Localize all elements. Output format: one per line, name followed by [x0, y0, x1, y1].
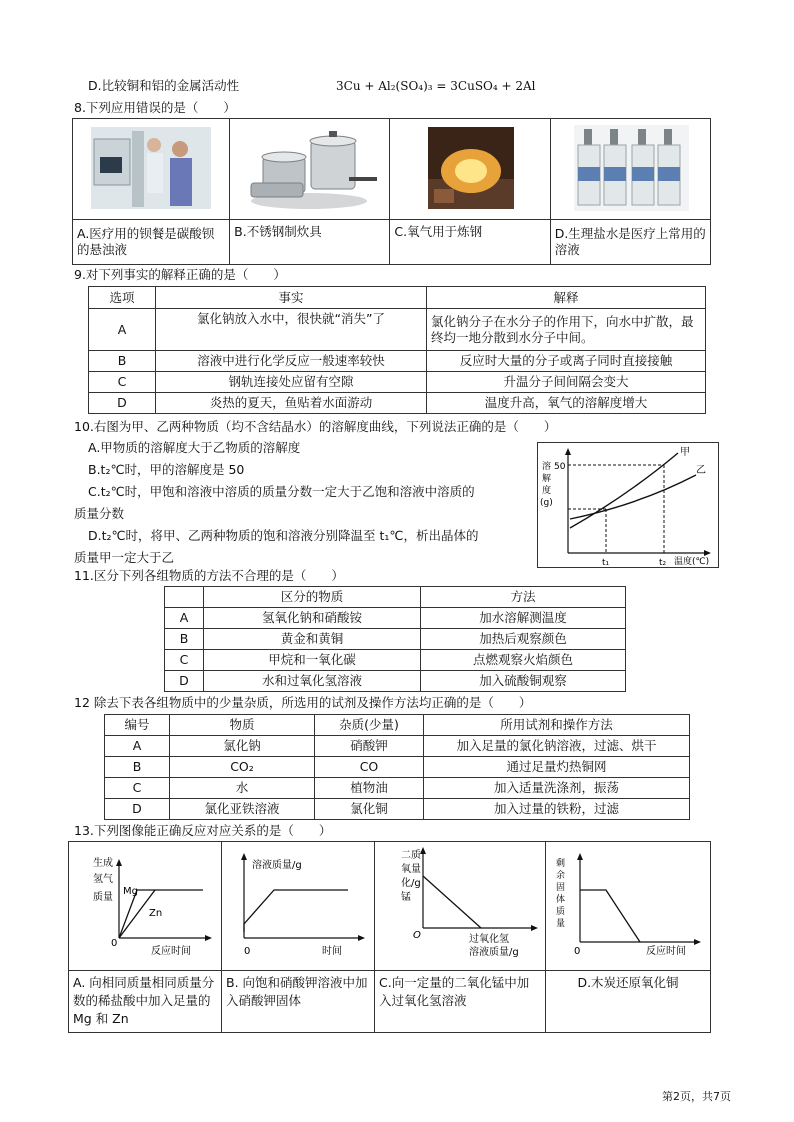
q9-table [88, 286, 706, 414]
q13-caption-b: B. 向饱和硝酸钾溶液中加入硝酸钾固体 [222, 971, 375, 1033]
q11-row-b-label: B [165, 629, 204, 650]
q12-row-b-substance: CO₂ [170, 757, 315, 778]
q10-option-a: A.甲物质的溶解度大于乙物质的溶解度 [88, 440, 301, 455]
graph-c-xlabel-1: 过氧化氢 [469, 934, 509, 945]
graph-d-origin: 0 [574, 946, 581, 957]
q9-row-a-explanation: 氯化钠分子在水分子的作用下，向水中扩散，最终均一地分散到水分子中间。 [427, 309, 706, 351]
q9-row-c-explanation: 升温分子间间隔会变大 [427, 372, 706, 393]
q11-row-d-label: D [165, 671, 204, 692]
x-axis-label: 温度(℃) [674, 557, 710, 567]
steelmaking-image [394, 119, 547, 215]
q11-header-blank [165, 587, 204, 608]
graph-a-ylabel-1: 生成 [93, 858, 113, 869]
q13-graph-b-cell [222, 842, 375, 971]
y-label-3: 度 [542, 486, 552, 496]
q12-row-a-impurity: 硝酸钾 [315, 736, 424, 757]
q9-row-a-fact: 氯化钠放入水中，很快就“消失”了 [156, 309, 427, 351]
q13-graph-d [548, 842, 708, 966]
q11-row-d-method: 加入硫酸铜观察 [421, 671, 626, 692]
y-label-4: (g) [540, 498, 553, 508]
q12-row-a-method: 加入足量的氯化钠溶液，过滤、烘干 [424, 736, 690, 757]
q10-option-d-line2: 质量甲一定大于乙 [74, 550, 175, 565]
q12-row-d-method: 加入过量的铁粉，过滤 [424, 799, 690, 820]
q10-stem: 10.右图为甲、乙两种物质（均不含结晶水）的溶解度曲线，下列说法正确的是（ ） [74, 419, 557, 434]
q12-row-b-method: 通过足量灼热铜网 [424, 757, 690, 778]
q9-stem: 9.对下列事实的解释正确的是（ ） [74, 267, 286, 282]
q7-option-d-equation: 3Cu + Al₂(SO₄)₃ = 3CuSO₄ + 2Al [336, 79, 536, 93]
q10-solubility-graph [537, 442, 719, 568]
q13-graph-a [69, 842, 221, 966]
q10-option-c-line1: C.t₂℃时，甲饱和溶液中溶质的质量分数一定大于乙饱和溶液中溶质的 [88, 484, 475, 499]
q13-stem: 13.下列图像能正确反应对应关系的是（ ） [74, 823, 332, 838]
q13-table [68, 841, 711, 1033]
graph-d-ylabel-6: 量 [556, 919, 566, 929]
page-footer: 第2页，共7页 [662, 1090, 731, 1103]
curve-yi-label: 乙 [696, 465, 706, 476]
q12-row-c-substance: 水 [170, 778, 315, 799]
y-axis-arrow [565, 448, 571, 455]
q8-image-d [550, 119, 710, 220]
hospital-xray-image [76, 119, 226, 215]
q11-row-a-method: 加水溶解测温度 [421, 608, 626, 629]
q11-row-b-substances: 黄金和黄铜 [204, 629, 421, 650]
q8-table [72, 118, 711, 265]
q10-option-d-line1: D.t₂℃时，将甲、乙两种物质的饱和溶液分别降温至 t₁℃，析出晶体的 [88, 528, 479, 543]
q8-image-a [73, 119, 230, 220]
q9-header-explanation: 解释 [427, 287, 706, 309]
saline-bottles-image [554, 119, 707, 215]
q9-row-b-explanation: 反应时大量的分子或离子同时直接接触 [427, 351, 706, 372]
q13-graph-b [222, 842, 374, 966]
q12-row-b-label: B [105, 757, 170, 778]
x-tick-t2: t₂ [659, 558, 667, 567]
q9-row-b-fact: 溶液中进行化学反应一般速率较快 [156, 351, 427, 372]
q13-caption-a: A. 向相同质量相同质量分数的稀盐酸中加入足量的 Mg 和 Zn [69, 971, 222, 1033]
graph-a-ylabel-3: 质量 [93, 892, 113, 903]
q9-row-c-fact: 钢轨连接处应留有空隙 [156, 372, 427, 393]
q11-row-c-method: 点燃观察火焰颜色 [421, 650, 626, 671]
q8-caption-b: B.不锈钢制炊具 [230, 220, 390, 265]
q12-row-d-label: D [105, 799, 170, 820]
q13-graph-a-cell [69, 842, 222, 971]
q11-row-c-substances: 甲烷和一氧化碳 [204, 650, 421, 671]
q9-row-a-label: A [89, 309, 156, 351]
graph-c-ylabel-3: 化/g [401, 878, 421, 889]
q12-row-d-impurity: 氯化铜 [315, 799, 424, 820]
q10-option-c-line2: 质量分数 [74, 506, 125, 521]
line-solution-mass [244, 890, 348, 932]
q11-table [164, 586, 626, 692]
line-remaining-solid [580, 890, 640, 942]
q7-option-d: D.比较铜和铝的金属活动性 [88, 78, 240, 93]
y-tick-50: 50 [554, 462, 566, 472]
graph-b-ylabel: 溶液质量/g [252, 860, 302, 871]
q12-table [104, 714, 690, 820]
graph-a-zn-label: Zn [149, 908, 163, 919]
curve-yi [570, 475, 696, 519]
q11-row-b-method: 加热后观察颜色 [421, 629, 626, 650]
q12-row-c-impurity: 植物油 [315, 778, 424, 799]
cookware-image [233, 119, 386, 215]
y-label-2: 解 [542, 474, 552, 484]
graph-a-origin: 0 [111, 938, 118, 949]
q8-caption-a: A.医疗用的钡餐是碳酸钡的悬浊液 [73, 220, 230, 265]
q8-caption-c: C.氧气用于炼钢 [390, 220, 550, 265]
graph-a-xlabel: 反应时间 [151, 946, 191, 957]
q11-header-substances: 区分的物质 [204, 587, 421, 608]
q12-row-a-substance: 氯化钠 [170, 736, 315, 757]
graph-d-ylabel-4: 体 [556, 895, 566, 905]
q10-option-b: B.t₂℃时，甲的溶解度是 50 [88, 462, 245, 477]
q11-row-d-substances: 水和过氧化氢溶液 [204, 671, 421, 692]
line-mg [119, 890, 137, 938]
q11-row-a-substances: 氢氧化钠和硝酸铵 [204, 608, 421, 629]
graph-d-xlabel: 反应时间 [646, 946, 686, 957]
graph-c-ylabel-4: 锰 [401, 892, 411, 903]
line-mno2 [423, 876, 481, 928]
q12-header-substance: 物质 [170, 715, 315, 736]
graph-d-ylabel-3: 固 [556, 883, 566, 893]
graph-b-xlabel: 时间 [322, 946, 342, 957]
q12-row-a-label: A [105, 736, 170, 757]
q9-row-b-label: B [89, 351, 156, 372]
graph-a-mg-label: Mg [123, 886, 138, 897]
q9-header-option: 选项 [89, 287, 156, 309]
q9-header-fact: 事实 [156, 287, 427, 309]
q13-graph-c-cell [375, 842, 546, 971]
y-label-1: 溶 [542, 462, 552, 472]
graph-c-origin: O [413, 930, 421, 941]
q8-image-c [390, 119, 550, 220]
q13-caption-d: D.木炭还原氧化铜 [546, 971, 711, 1033]
q12-row-c-label: C [105, 778, 170, 799]
q12-header-id: 编号 [105, 715, 170, 736]
q12-header-impurity: 杂质(少量) [315, 715, 424, 736]
q8-image-b [230, 119, 390, 220]
graph-d-ylabel-2: 余 [556, 871, 566, 881]
q9-row-d-fact: 炎热的夏天，鱼贴着水面游动 [156, 393, 427, 414]
q11-row-c-label: C [165, 650, 204, 671]
q11-row-a-label: A [165, 608, 204, 629]
q12-row-c-method: 加入适量洗涤剂，振荡 [424, 778, 690, 799]
x-tick-t1: t₁ [602, 558, 610, 567]
q13-graph-c [375, 842, 545, 966]
q12-row-d-substance: 氯化亚铁溶液 [170, 799, 315, 820]
q9-row-d-explanation: 温度升高，氧气的溶解度增大 [427, 393, 706, 414]
graph-d-ylabel-1: 剩 [556, 859, 566, 869]
solubility-curve-svg [538, 443, 718, 567]
q12-stem: 12 除去下表各组物质中的少量杂质，所选用的试剂及操作方法均正确的是（ ） [74, 695, 532, 710]
graph-c-xlabel-2: 溶液质量/g [469, 947, 519, 958]
q13-caption-c: C.向一定量的二氧化锰中加入过氧化氢溶液 [375, 971, 546, 1033]
q13-graph-d-cell [546, 842, 711, 971]
graph-c-ylabel-2: 氧量 [401, 864, 421, 875]
q12-header-method: 所用试剂和操作方法 [424, 715, 690, 736]
graph-d-ylabel-5: 质 [556, 907, 566, 917]
curve-jia-label: 甲 [680, 447, 690, 458]
q11-header-method: 方法 [421, 587, 626, 608]
graph-a-ylabel-2: 氢气 [93, 874, 113, 885]
q8-caption-d: D.生理盐水是医疗上常用的溶液 [550, 220, 710, 265]
x-axis-arrow [704, 550, 711, 556]
q9-row-c-label: C [89, 372, 156, 393]
q12-row-b-impurity: CO [315, 757, 424, 778]
q11-stem: 11.区分下列各组物质的方法不合理的是（ ） [74, 568, 344, 583]
q8-stem: 8.下列应用错误的是（ ） [74, 100, 236, 115]
graph-c-ylabel-1: 二质 [401, 850, 421, 861]
q9-row-d-label: D [89, 393, 156, 414]
graph-b-origin: 0 [244, 946, 251, 957]
